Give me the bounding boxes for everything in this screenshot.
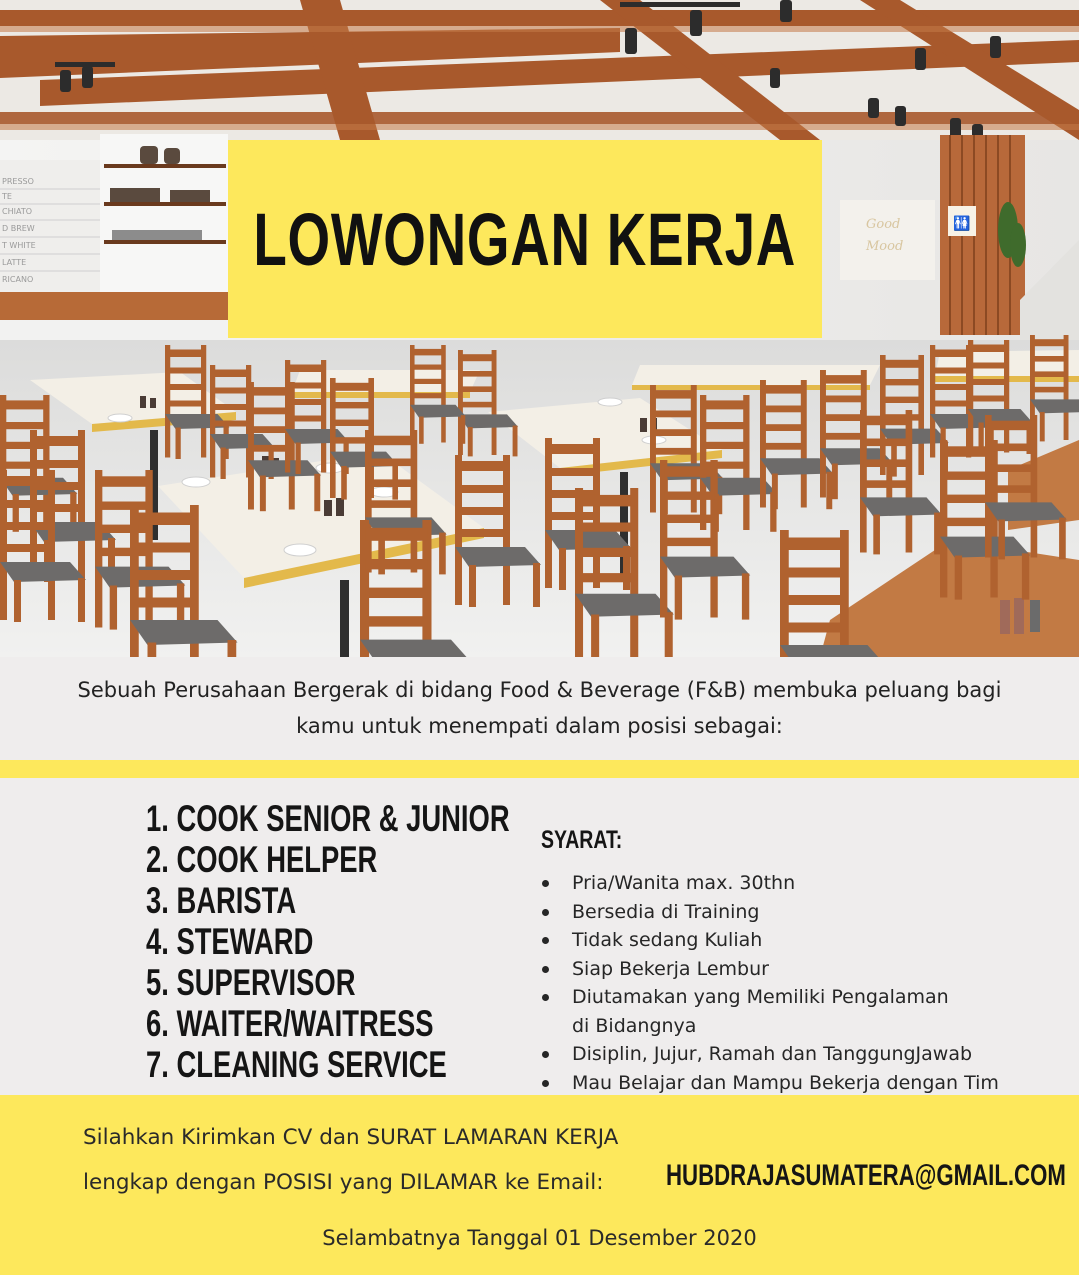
- menu-board-item: RICANO: [2, 275, 34, 284]
- menu-board-item: LATTE: [2, 258, 27, 267]
- position-item: 3. BARISTA: [146, 880, 297, 921]
- bullet-icon: [542, 966, 549, 973]
- position-item: 5. SUPERVISOR: [146, 962, 356, 1003]
- requirement-item: [540, 869, 1010, 898]
- bullet-icon: [542, 1051, 549, 1058]
- intro-line: Sebuah Perusahaan Bergerak di bidang Food & Beverage (F&B) membuka peluang bagi: [77, 678, 1002, 702]
- requirement-item: [540, 1040, 1010, 1069]
- requirement-text: Siap Bekerja Lembur: [572, 957, 769, 980]
- bullet-icon: [542, 880, 549, 887]
- position-item: 4. STEWARD: [146, 921, 314, 962]
- requirement-text: Diutamakan yang Memiliki Pengalaman di Bidangnya: [572, 986, 949, 1037]
- requirement-item: [540, 955, 1010, 984]
- requirement-text: Bersedia di Training: [572, 900, 760, 923]
- requirement-item: [540, 926, 1010, 955]
- requirements-list: [540, 869, 1010, 1097]
- menu-board-item: T WHITE: [2, 241, 36, 250]
- intro-line: kamu untuk menempati dalam posisi sebagai:: [296, 714, 783, 738]
- bullet-icon: [542, 994, 549, 1001]
- position-item: 6. WAITER/WAITRESS: [146, 1003, 434, 1044]
- requirement-text: Pria/Wanita max. 30thn: [572, 872, 796, 894]
- intro-text: [0, 672, 1079, 744]
- menu-board-item: TE: [2, 192, 12, 201]
- apply-instruction: lengkap dengan POSISI yang DILAMAR ke Email:: [83, 1170, 604, 1195]
- wall-sign-text: Mood: [866, 239, 904, 254]
- bullet-icon: [542, 909, 549, 916]
- title-banner: [228, 140, 822, 338]
- requirement-text: Mau Belajar dan Mampu Bekerja dengan Tim: [572, 1071, 999, 1094]
- menu-board-item: D BREW: [2, 224, 35, 233]
- menu-board-item: PRESSO: [2, 177, 34, 186]
- wall-sign-text: Good: [866, 217, 901, 232]
- divider-strip: [0, 760, 1079, 778]
- position-item: 7. CLEANING SERVICE: [146, 1044, 447, 1085]
- position-item: 2. COOK HELPER: [146, 839, 378, 880]
- deadline-text: Selambatnya Tanggal 01 Desember 2020: [322, 1226, 757, 1250]
- menu-board-item: CHIATO: [2, 207, 32, 216]
- bullet-icon: [542, 937, 549, 944]
- position-item: 1. COOK SENIOR & JUNIOR: [146, 798, 510, 839]
- bullet-icon: [542, 1080, 549, 1087]
- email-address[interactable]: HUBDRAJASUMATERA@GMAIL.COM: [666, 1159, 1066, 1192]
- page-title: LOWONGAN KERJA: [253, 197, 797, 281]
- requirement-item: [540, 898, 1010, 927]
- requirements-title: SYARAT:: [541, 826, 623, 854]
- svg-text:🚻: 🚻: [953, 216, 971, 232]
- requirement-text: Tidak sedang Kuliah: [572, 929, 763, 951]
- apply-instruction: Silahkan Kirimkan CV dan SURAT LAMARAN KERJA: [83, 1125, 619, 1150]
- requirement-item: [540, 983, 970, 1040]
- requirement-text: Disiplin, Jujur, Ramah dan TanggungJawab: [572, 1043, 973, 1065]
- apply-footer: [0, 1095, 1079, 1275]
- requirement-item: [540, 1069, 1010, 1098]
